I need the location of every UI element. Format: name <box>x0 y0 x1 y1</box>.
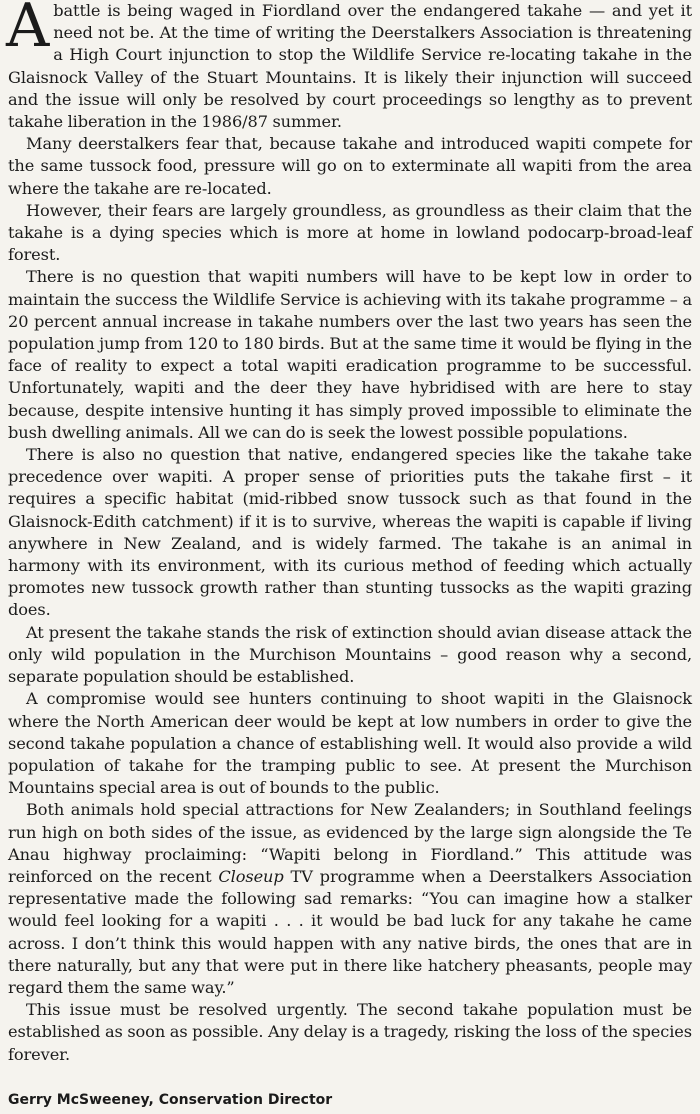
paragraph-5: There is also no question that native, endangered species like the takahe take precedence over wapiti. A proper sense of priorities puts the takahe first – it requires a specific habitat (mid-ribbed snow tussock such as that found in the Glaisnock-Edith catchment) if it is to survive, whereas the wapiti is capable if living anywhere in New Zealand, and is widely farmed. The takahe is an animal in harmony with its environment, with its curious method of feeding which actually promotes new tussock growth rather than stunting tussocks as the wapiti grazing does. <box>8 445 692 620</box>
paragraph-6: At present the takahe stands the risk of extinction should avian disease attack the only wild population in the Murchison Mountains – good reason why a second, separate population should be established. <box>8 622 692 687</box>
paragraph-1-text: battle is being waged in Fiordland over the endangered takahe — and yet it need not be. At the time of writing the Deerstalkers Association is threatening a High Court injunction to stop the Wildlife Service re-locating takahe in the Glaisnock Valley of the Stuart Mountains. It is likely their injunction will succeed and the issue will only be resolved by court proceedings so lengthy as to prevent takahe liberation in the 1986/87 summer. <box>8 1 692 132</box>
paragraph-4: There is no question that wapiti numbers will have to be kept low in order to maintain the success the Wildlife Service is achieving with its takahe programme – a 20 percent annual increase in takahe numbers over the last two years has seen the population jump from 120 to 180 birds. But at the same time it would be flying in the face of reality to expect a total wapiti eradication programme to be successful. Unfortunately, wapiti and the deer they have hybridised with are here to stay because, despite intensive hunting it has simply proved impossible to eliminate the bush dwelling animals. All we can do is seek the lowest possible populations. <box>8 267 692 442</box>
paragraph-8-part-b: TV programme when a Deerstalkers Association representative made the following sad remarks: “You can imagine how a stalker would feel looking for a wapiti . . . it would be bad luck for any takahe he came across. I don’t think this would happen with any native birds, the ones that are in there naturally, but any that were put in there like hatchery pheasants, people may regard them the same way.” <box>8 866 693 997</box>
paragraph-8-part-a: Both animals hold special attractions for New Zealanders; in Southland feelings run high on both sides of the issue, as evidenced by the large sign alongside the Te Anau highway proclaiming: “Wapiti belong in Fiordland.” This attitude was reinforced on the recent <box>8 800 692 886</box>
paragraph-2: Many deerstalkers fear that, because takahe and introduced wapiti compete for the same tussock food, pressure will go on to exterminate all wapiti from the area where the takahe are re-located. <box>8 134 692 198</box>
paragraph-1 <box>8 0 692 133</box>
drop-cap: A <box>6 0 50 61</box>
paragraph-9: This issue must be resolved urgently. The second takahe population must be established as soon as possible. Any delay is a tragedy, risking the loss of the species forever. <box>8 1000 692 1064</box>
author-signature: Gerry McSweeney, Conservation Director <box>8 1092 333 1108</box>
paragraph-3: However, their fears are largely groundless, as groundless as their claim that the takahe is a dying species which is more at home in lowland podocarp-broad-leaf forest. <box>8 200 692 265</box>
paragraph-8 <box>8 799 692 999</box>
editorial-article <box>8 0 692 1066</box>
closeup-programme-title: Closeup <box>218 866 284 886</box>
paragraph-7: A compromise would see hunters continuing to shoot wapiti in the Glaisnock where the North American deer would be kept at low numbers in order to give the second takahe population a chance of establishing well. It would also provide a wild population of takahe for the tramping public to see. At present the Murchison Mountains special area is out of bounds to the public. <box>8 689 692 798</box>
